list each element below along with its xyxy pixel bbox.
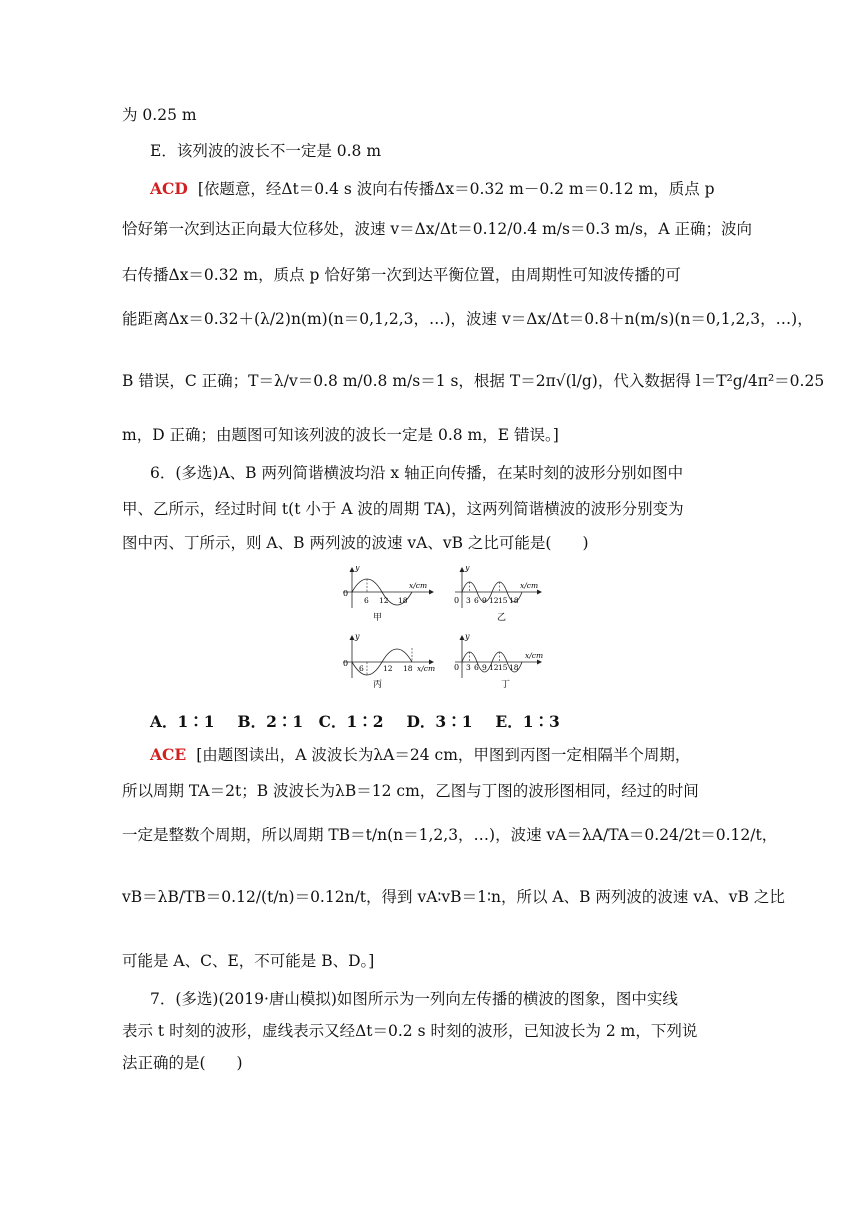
figure-jia [343,566,434,623]
text-line-4: 恰好第一次到达正向最大位移处，波速 v＝Δx/Δt＝0.12/0.4 m/s＝0.3 m/s，A 正确；波向 [122,220,753,238]
ding-tick-12: 12 [489,663,499,672]
question-6-options: A．1∶1 B．2∶1 C．1∶2 D．3∶1 E．1∶3 [150,712,560,731]
question-6-line-3: 图中丙、丁所示，则 A、B 两列波的波速 vA、vB 之比可能是( ) [122,534,589,552]
wave-figures [337,566,553,690]
answer-5-line [150,178,740,200]
yi-x-label: x/cm [520,581,539,590]
text-line-5: 右传播Δx＝0.32 m，质点 p 恰好第一次到达平衡位置，由周期性可知波传播的可 [122,266,681,284]
text-line-16: 可能是 A、C、E，不可能是 B、D。] [122,952,375,970]
answer-6-key: ACE [150,745,187,764]
figure-bing [343,632,435,690]
answer-5-text: [依题意，经Δt＝0.4 s 波向右传播Δx＝0.32 m－0.2 m＝0.12 m，质点 p [197,180,715,198]
bing-origin: 0 [343,659,349,668]
bing-tick-6: 6 [359,664,364,673]
ding-caption: 丁 [501,680,511,690]
yi-tick-18: 18 [509,596,519,605]
ding-x-label: x/cm [525,651,544,660]
text-line-15: vB＝λB/TB＝0.12/(t/n)＝0.12n/t，得到 vA∶vB＝1∶n，所以 A、B 两列波的波速 vA、vB 之比 [122,888,785,906]
answer-6-text: [由题图读出，A 波波长为λA＝24 cm，甲图到丙图一定相隔半个周期， [196,746,691,764]
yi-tick-6: 6 [474,596,479,605]
jia-origin: 0 [343,589,349,598]
yi-tick-3: 3 [466,596,471,605]
text-line-13: 所以周期 TA＝2t；B 波波长为λB＝12 cm，乙图与丁图的波形图相同，经过的时间 [122,782,699,800]
jia-tick-6: 6 [364,596,369,605]
text-line-8: m，D 正确；由题图可知该列波的波长一定是 0.8 m，E 错误。] [122,426,559,444]
ding-tick-3: 3 [466,663,471,672]
ding-tick-6: 6 [474,663,479,672]
figure-yi [454,566,542,623]
bing-y-label: y [355,632,360,641]
ding-tick-15: 15 [498,663,508,672]
question-7-line-3: 法正确的是( ) [122,1054,243,1072]
text-line-7: B 错误，C 正确；T＝λ/v＝0.8 m/0.8 m/s＝1 s，根据 T＝2π√(l/g)，代入数据得 l＝T²g/4π²＝0.25 [122,372,825,390]
ding-origin: 0 [454,663,460,672]
text-line-1: 为 0.25 m [122,106,197,124]
jia-tick-12: 12 [379,596,389,605]
ding-tick-18: 18 [509,663,519,672]
yi-origin: 0 [454,596,460,605]
question-6-line-1: 6．(多选)A、B 两列简谐横波均沿 x 轴正向传播，在某时刻的波形分别如图中 [150,464,684,482]
ding-tick-9: 9 [482,663,487,672]
jia-x-label: x/cm [409,581,428,590]
figure-ding [454,632,543,690]
question-7-line-1: 7．(多选)(2019·唐山模拟)如图所示为一列向左传播的横波的图象，图中实线 [150,990,678,1008]
question-6-line-2: 甲、乙所示，经过时间 t(t 小于 A 波的周期 TA)，这两列简谐横波的波形分别变为 [122,500,684,518]
ding-y-label: y [465,632,470,641]
yi-caption: 乙 [497,613,507,623]
bing-tick-12: 12 [383,664,393,673]
answer-6-line [150,744,740,766]
yi-tick-15: 15 [498,596,508,605]
jia-y-label: y [355,566,360,572]
yi-tick-12: 12 [489,596,499,605]
jia-tick-18: 18 [398,596,408,605]
text-line-6: 能距离Δx＝0.32＋(λ/2)n(m)(n＝0,1,2,3，…)，波速 v＝Δx/Δt＝0.8＋n(m/s)(n＝0,1,2,3，…)， [122,310,813,328]
text-line-14: 一定是整数个周期，所以周期 TB＝t/n(n＝1,2,3，…)，波速 vA＝λA/TA＝0.24/2t＝0.12/t， [122,826,778,844]
bing-caption: 丙 [373,680,383,690]
jia-caption: 甲 [373,613,383,623]
yi-tick-9: 9 [482,596,487,605]
bing-tick-18: 18 [403,664,413,673]
question-7-line-2: 表示 t 时刻的波形，虚线表示又经Δt＝0.2 s 时刻的波形，已知波长为 2 m，下列说 [122,1022,698,1040]
bing-x-label: x/cm [417,664,436,673]
answer-5-key: ACD [150,179,188,198]
option-e-line: E．该列波的波长不一定是 0.8 m [150,142,382,160]
yi-y-label: y [465,566,470,572]
